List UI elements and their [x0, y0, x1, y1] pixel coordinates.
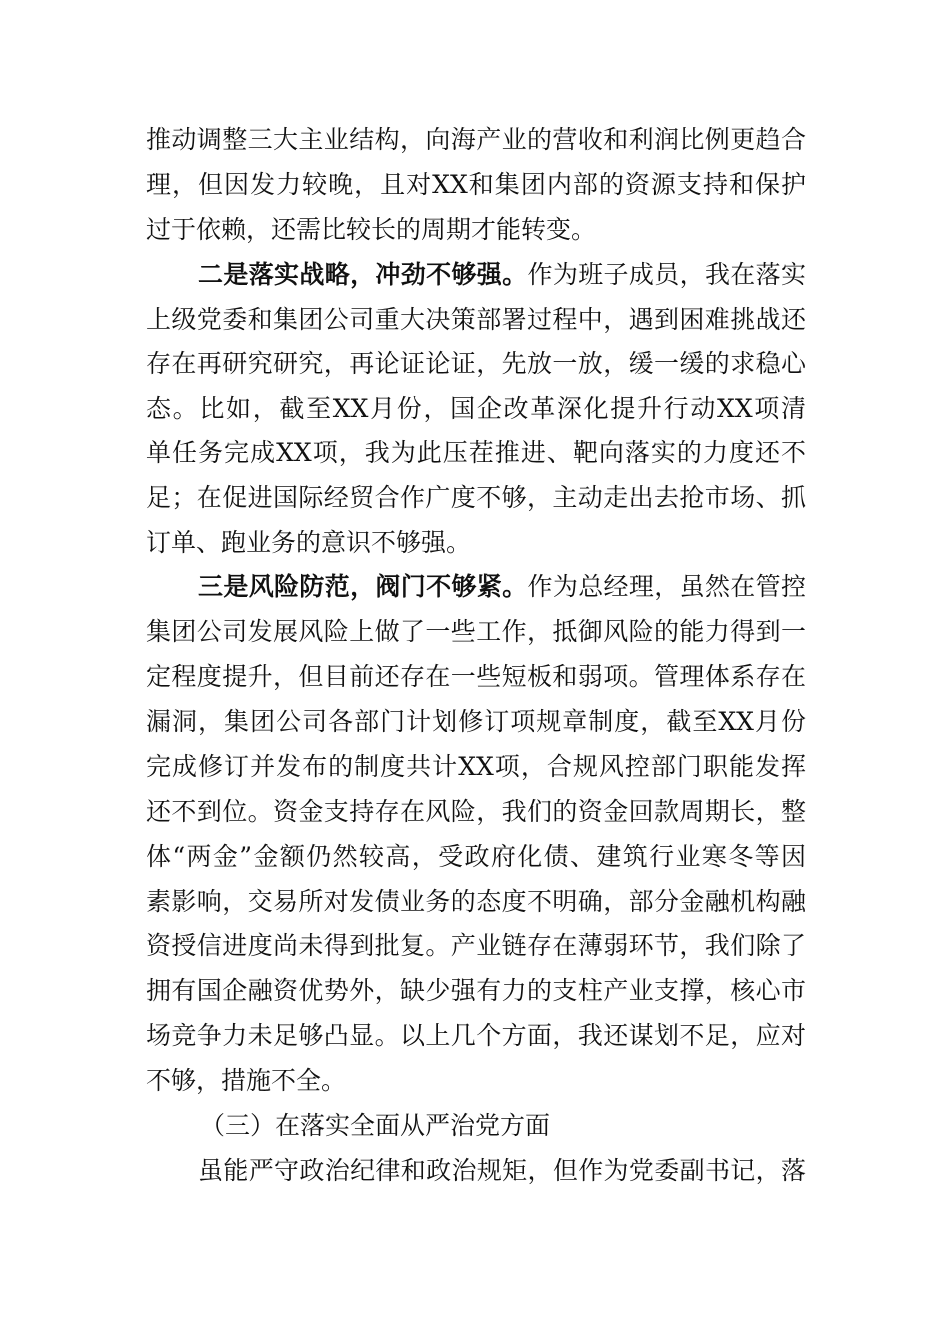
paragraph-line: 资授信进度尚未得到批复。产业链存在薄弱环节，我们除了	[146, 931, 806, 960]
paragraph-line: 过于依赖，还需比较长的周期才能转变。	[146, 215, 597, 244]
paragraph-text: 作为总经理，虽然在管控	[527, 572, 806, 601]
paragraph-line: 素影响，交易所对发债业务的态度不明确，部分金融机构融	[146, 887, 806, 916]
paragraph-text: 作为班子成员，我在落实	[527, 260, 806, 289]
paragraph-line: 漏洞，集团公司各部门计划修订项规章制度，截至XX月份	[146, 707, 806, 736]
section-heading: （三）在落实全面从严治党方面	[200, 1111, 551, 1140]
paragraph-line: 定程度提升，但目前还存在一些短板和弱项。管理体系存在	[146, 662, 806, 691]
paragraph-line: 订单、跑业务的意识不够强。	[146, 528, 472, 557]
paragraph-line: 还不到位。资金支持存在风险，我们的资金回款周期长，整	[146, 797, 806, 826]
bold-lead-text: 二是落实战略，冲劲不够强。	[198, 260, 528, 289]
paragraph-line: 推动调整三大主业结构，向海产业的营收和利润比例更趋合	[146, 125, 806, 154]
paragraph-line: 集团公司发展风险上做了一些工作，抵御风险的能力得到一	[146, 617, 806, 646]
paragraph-line: 存在再研究研究，再论证论证，先放一放，缓一缓的求稳心	[146, 349, 806, 378]
paragraph-line: 不够，措施不全。	[146, 1066, 347, 1095]
paragraph-line: 上级党委和集团公司重大决策部署过程中，遇到困难挑战还	[146, 305, 806, 334]
paragraph-line: 拥有国企融资优势外，缺少强有力的支柱产业支撑，核心市	[146, 976, 806, 1005]
paragraph-line: 场竞争力未足够凸显。以上几个方面，我还谋划不足，应对	[146, 1021, 806, 1050]
paragraph-first-line	[198, 565, 806, 609]
paragraph-line: 足；在促进国际经贸合作广度不够，主动走出去抢市场、抓	[146, 483, 806, 512]
paragraph-line: 体“两金”金额仍然较高，受政府化债、建筑行业寒冬等因	[146, 842, 806, 871]
paragraph-first-line	[198, 253, 806, 297]
paragraph-line: 完成修订并发布的制度共计XX项，合规风控部门职能发挥	[146, 752, 806, 781]
paragraph-line: 单任务完成XX项，我为此压茬推进、靶向落实的力度还不	[146, 438, 806, 467]
bold-lead-text: 三是风险防范，阀门不够紧。	[198, 572, 528, 601]
paragraph-line: 态。比如，截至XX月份，国企改革深化提升行动XX项清	[146, 394, 806, 423]
paragraph-line: 理，但因发力较晚，且对XX和集团内部的资源支持和保护	[146, 170, 806, 199]
paragraph-first-line: 虽能严守政治纪律和政治规矩，但作为党委副书记，落	[198, 1156, 806, 1185]
